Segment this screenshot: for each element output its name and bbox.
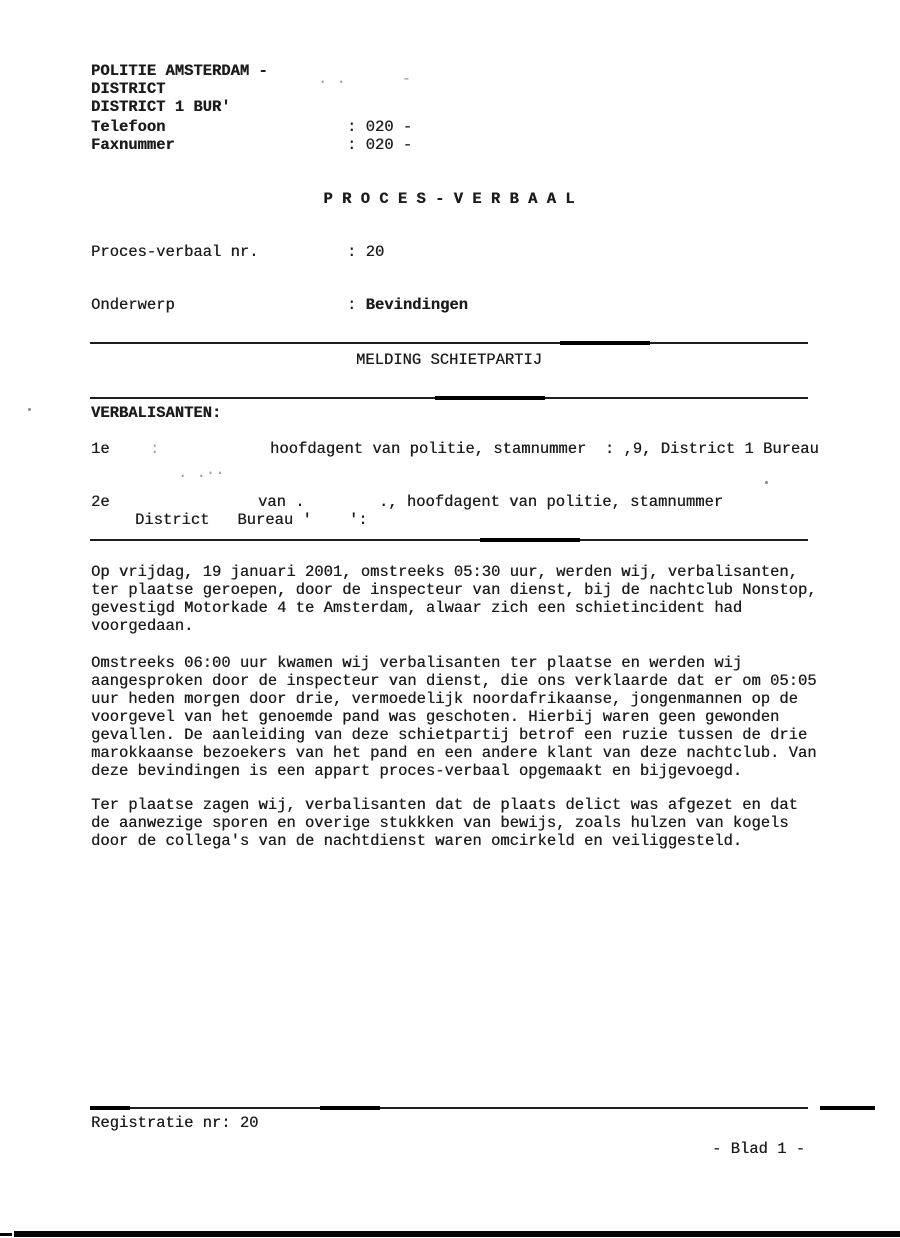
page-number: - Blad 1 - bbox=[711, 1140, 805, 1158]
divider-rule bbox=[90, 397, 808, 399]
paragraph-2 bbox=[91, 654, 817, 780]
registration-number: Registratie nr: 20 bbox=[91, 1114, 259, 1132]
document-title: P R O C E S - V E R B A A L bbox=[323, 190, 575, 208]
pv-number-value: : 20 bbox=[347, 243, 385, 261]
scan-artifact bbox=[320, 1106, 380, 1110]
text-line: door de collega's van de nachtdienst waren omcirkeld en veiliggesteld. bbox=[91, 832, 743, 850]
text-line: voorgevel van het genoemde pand was geschoten. Hierbij waren geen gewonden bbox=[91, 708, 780, 726]
pv-number-label: Proces-verbaal nr. bbox=[91, 243, 259, 261]
fax-value: : 020 - bbox=[347, 136, 413, 154]
scan-artifact bbox=[435, 396, 545, 400]
text-line: gevestigd Motorkade 4 te Amsterdam, alwaar zich een schietincident had bbox=[91, 599, 743, 617]
scan-artifact bbox=[90, 1106, 130, 1110]
section-heading: MELDING SCHIETPARTIJ bbox=[355, 351, 543, 369]
org-name-line: POLITIE AMSTERDAM - bbox=[91, 62, 268, 80]
officer-1-index: 1e bbox=[91, 440, 110, 458]
scan-speck bbox=[765, 481, 768, 484]
scan-artifact bbox=[560, 341, 650, 345]
officer-2-index: 2e bbox=[91, 493, 110, 511]
footer-rule bbox=[90, 1107, 808, 1109]
paragraph-1 bbox=[91, 563, 817, 635]
scan-artifact bbox=[820, 1106, 875, 1110]
phone-label: Telefoon bbox=[91, 118, 166, 136]
text-line: voorgedaan. bbox=[91, 617, 194, 635]
fax-label: Faxnummer bbox=[91, 136, 175, 154]
text-line: aangesproken door de inspecteur van dienst, die ons verklaarde dat er om 05:05 bbox=[91, 672, 817, 690]
scan-speck bbox=[28, 408, 31, 411]
divider-rule bbox=[90, 539, 808, 541]
scan-edge-bar bbox=[14, 1231, 900, 1237]
divider-rule bbox=[90, 342, 808, 344]
org-name-line: DISTRICT bbox=[91, 80, 166, 98]
org-name-block bbox=[91, 62, 268, 116]
text-line: de aanwezige sporen en overige stukkken van bewijs, zoals hulzen van kogels bbox=[91, 814, 789, 832]
text-line: uur heden morgen door drie, vermoedelijk noordafrikaanse, jongenmannen op de bbox=[91, 690, 798, 708]
phone-value: : 020 - bbox=[347, 118, 413, 136]
text-line: Ter plaatse zagen wij, verbalisanten dat de plaats delict was afgezet en dat bbox=[91, 796, 798, 814]
scan-edge-notch bbox=[0, 1233, 12, 1236]
text-line: Op vrijdag, 19 januari 2001, omstreeks 05:30 uur, werden wij, verbalisanten, bbox=[91, 563, 798, 581]
text-line: marokkaanse bezoekers van het pand en een andere klant van deze nachtclub. Van bbox=[91, 744, 817, 762]
paragraph-3 bbox=[91, 796, 798, 850]
subject-label: Onderwerp bbox=[91, 296, 175, 314]
scan-artifact bbox=[480, 538, 580, 542]
subject-value bbox=[347, 296, 468, 314]
subject-colon: : bbox=[347, 296, 366, 314]
officer-2-text-line2: District Bureau ' ': bbox=[135, 511, 368, 529]
scan-mark: : bbox=[150, 440, 160, 458]
scan-mark: . .·· bbox=[178, 464, 225, 482]
org-name-line: DISTRICT 1 BUR' bbox=[91, 98, 231, 116]
subject-text: Bevindingen bbox=[365, 296, 468, 314]
text-line: gevallen. De aanleiding van deze schietpartij betrof een ruzie tussen de drie bbox=[91, 726, 808, 744]
officer-2-text: van . ., hoofdagent van politie, stamnummer bbox=[258, 493, 724, 511]
officer-1-text: hoofdagent van politie, stamnummer : ,9, District 1 Bureau bbox=[270, 440, 819, 458]
scan-mark: . . - bbox=[318, 70, 412, 88]
text-line: ter plaatse geroepen, door de inspecteur van dienst, bij de nachtclub Nonstop, bbox=[91, 581, 817, 599]
text-line: Omstreeks 06:00 uur kwamen wij verbalisanten ter plaatse en werden wij bbox=[91, 654, 743, 672]
verbalisanten-heading: VERBALISANTEN: bbox=[91, 404, 222, 422]
text-line: deze bevindingen is een appart proces-verbaal opgemaakt en bijgevoegd. bbox=[91, 762, 743, 780]
